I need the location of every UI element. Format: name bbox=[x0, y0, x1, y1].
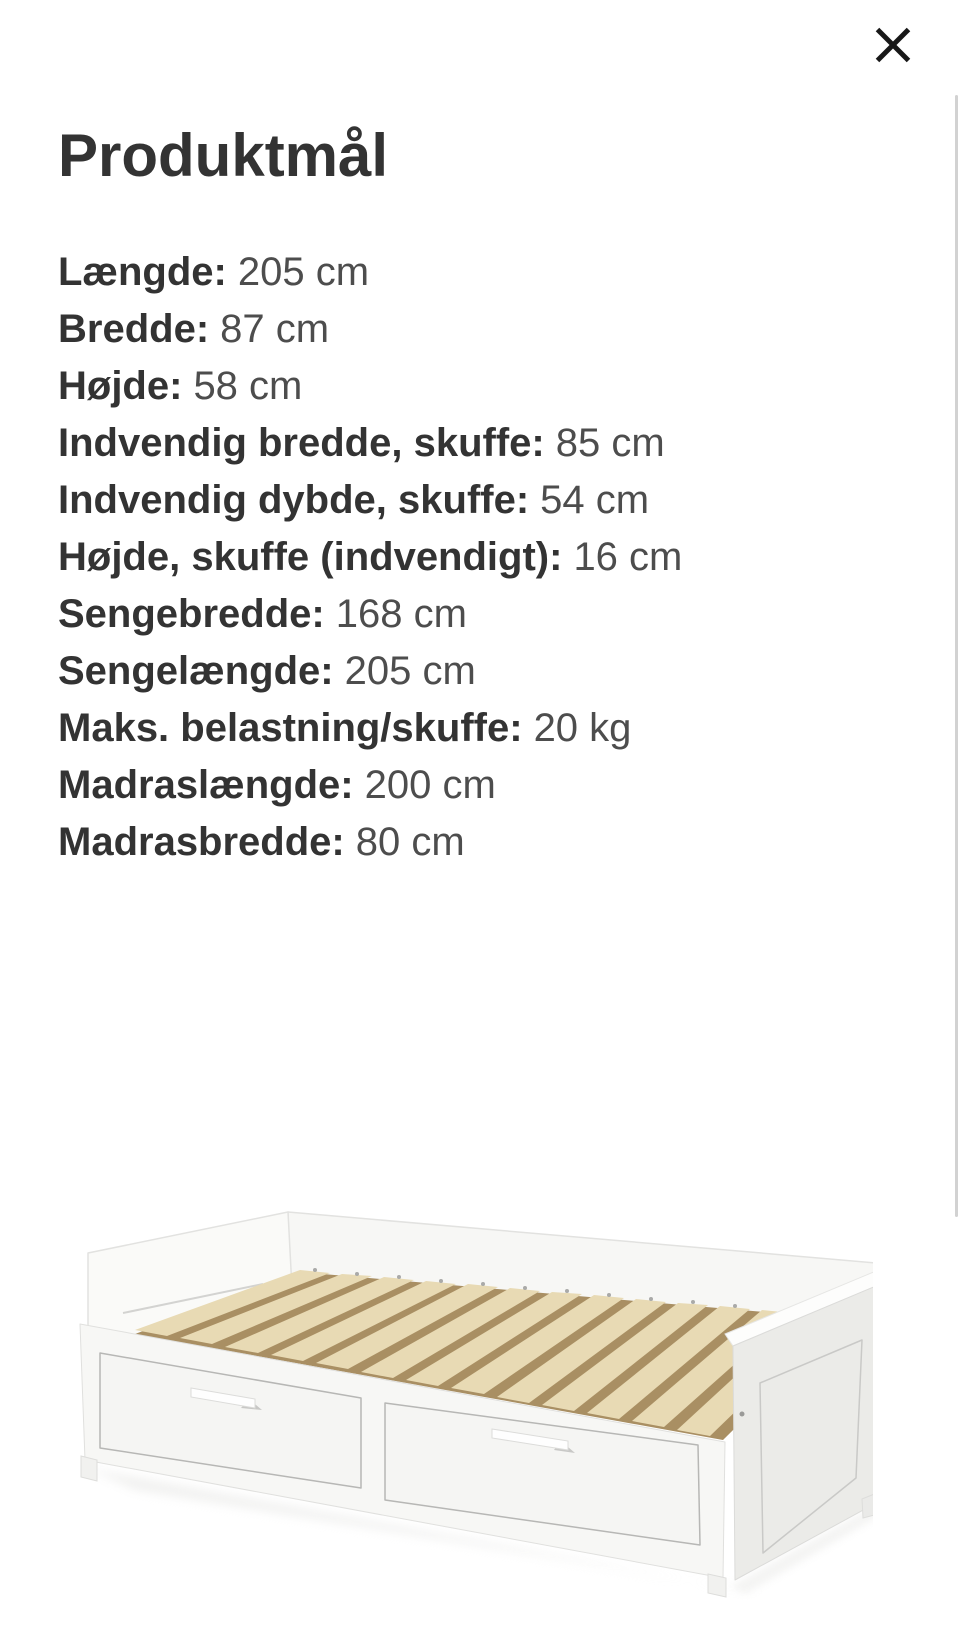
spec-label: Maks. belastning/skuffe: bbox=[58, 706, 523, 750]
spec-value: 87 cm bbox=[220, 307, 330, 351]
spec-row bbox=[58, 529, 918, 586]
spec-value: 16 cm bbox=[573, 535, 683, 579]
close-x-icon bbox=[875, 27, 911, 63]
bed-leg-middle bbox=[708, 1574, 726, 1597]
product-image bbox=[63, 1148, 873, 1608]
spec-label: Bredde: bbox=[58, 307, 210, 351]
spec-value: 58 cm bbox=[193, 364, 303, 408]
spec-label: Højde: bbox=[58, 364, 183, 408]
close-button[interactable] bbox=[867, 19, 919, 71]
spec-row bbox=[58, 244, 918, 301]
spec-row bbox=[58, 814, 918, 871]
spec-row bbox=[58, 301, 918, 358]
spec-label: Højde, skuffe (indvendigt): bbox=[58, 535, 563, 579]
spec-row bbox=[58, 586, 918, 643]
spec-label: Indvendig bredde, skuffe: bbox=[58, 421, 545, 465]
spec-row bbox=[58, 757, 918, 814]
spec-value: 200 cm bbox=[364, 763, 496, 807]
spec-value: 205 cm bbox=[344, 649, 476, 693]
scrollbar-thumb[interactable] bbox=[955, 95, 958, 1217]
spec-row bbox=[58, 472, 918, 529]
spec-label: Madrasbredde: bbox=[58, 820, 345, 864]
specs-list bbox=[58, 244, 918, 871]
spec-row bbox=[58, 643, 918, 700]
spec-label: Indvendig dybde, skuffe: bbox=[58, 478, 530, 522]
spec-row bbox=[58, 358, 918, 415]
spec-value: 20 kg bbox=[533, 706, 632, 750]
spec-label: Sengelængde: bbox=[58, 649, 334, 693]
spec-row bbox=[58, 700, 918, 757]
spec-label: Madraslængde: bbox=[58, 763, 354, 807]
spec-value: 54 cm bbox=[540, 478, 650, 522]
spec-label: Længde: bbox=[58, 250, 227, 294]
spec-row bbox=[58, 415, 918, 472]
bed-leg-left bbox=[81, 1456, 97, 1481]
page-title: Produktmål bbox=[58, 122, 389, 189]
cam-lock-dot bbox=[740, 1412, 745, 1417]
spec-value: 80 cm bbox=[355, 820, 465, 864]
spec-value: 168 cm bbox=[335, 592, 467, 636]
spec-label: Sengebredde: bbox=[58, 592, 325, 636]
spec-value: 85 cm bbox=[555, 421, 665, 465]
spec-value: 205 cm bbox=[237, 250, 370, 294]
